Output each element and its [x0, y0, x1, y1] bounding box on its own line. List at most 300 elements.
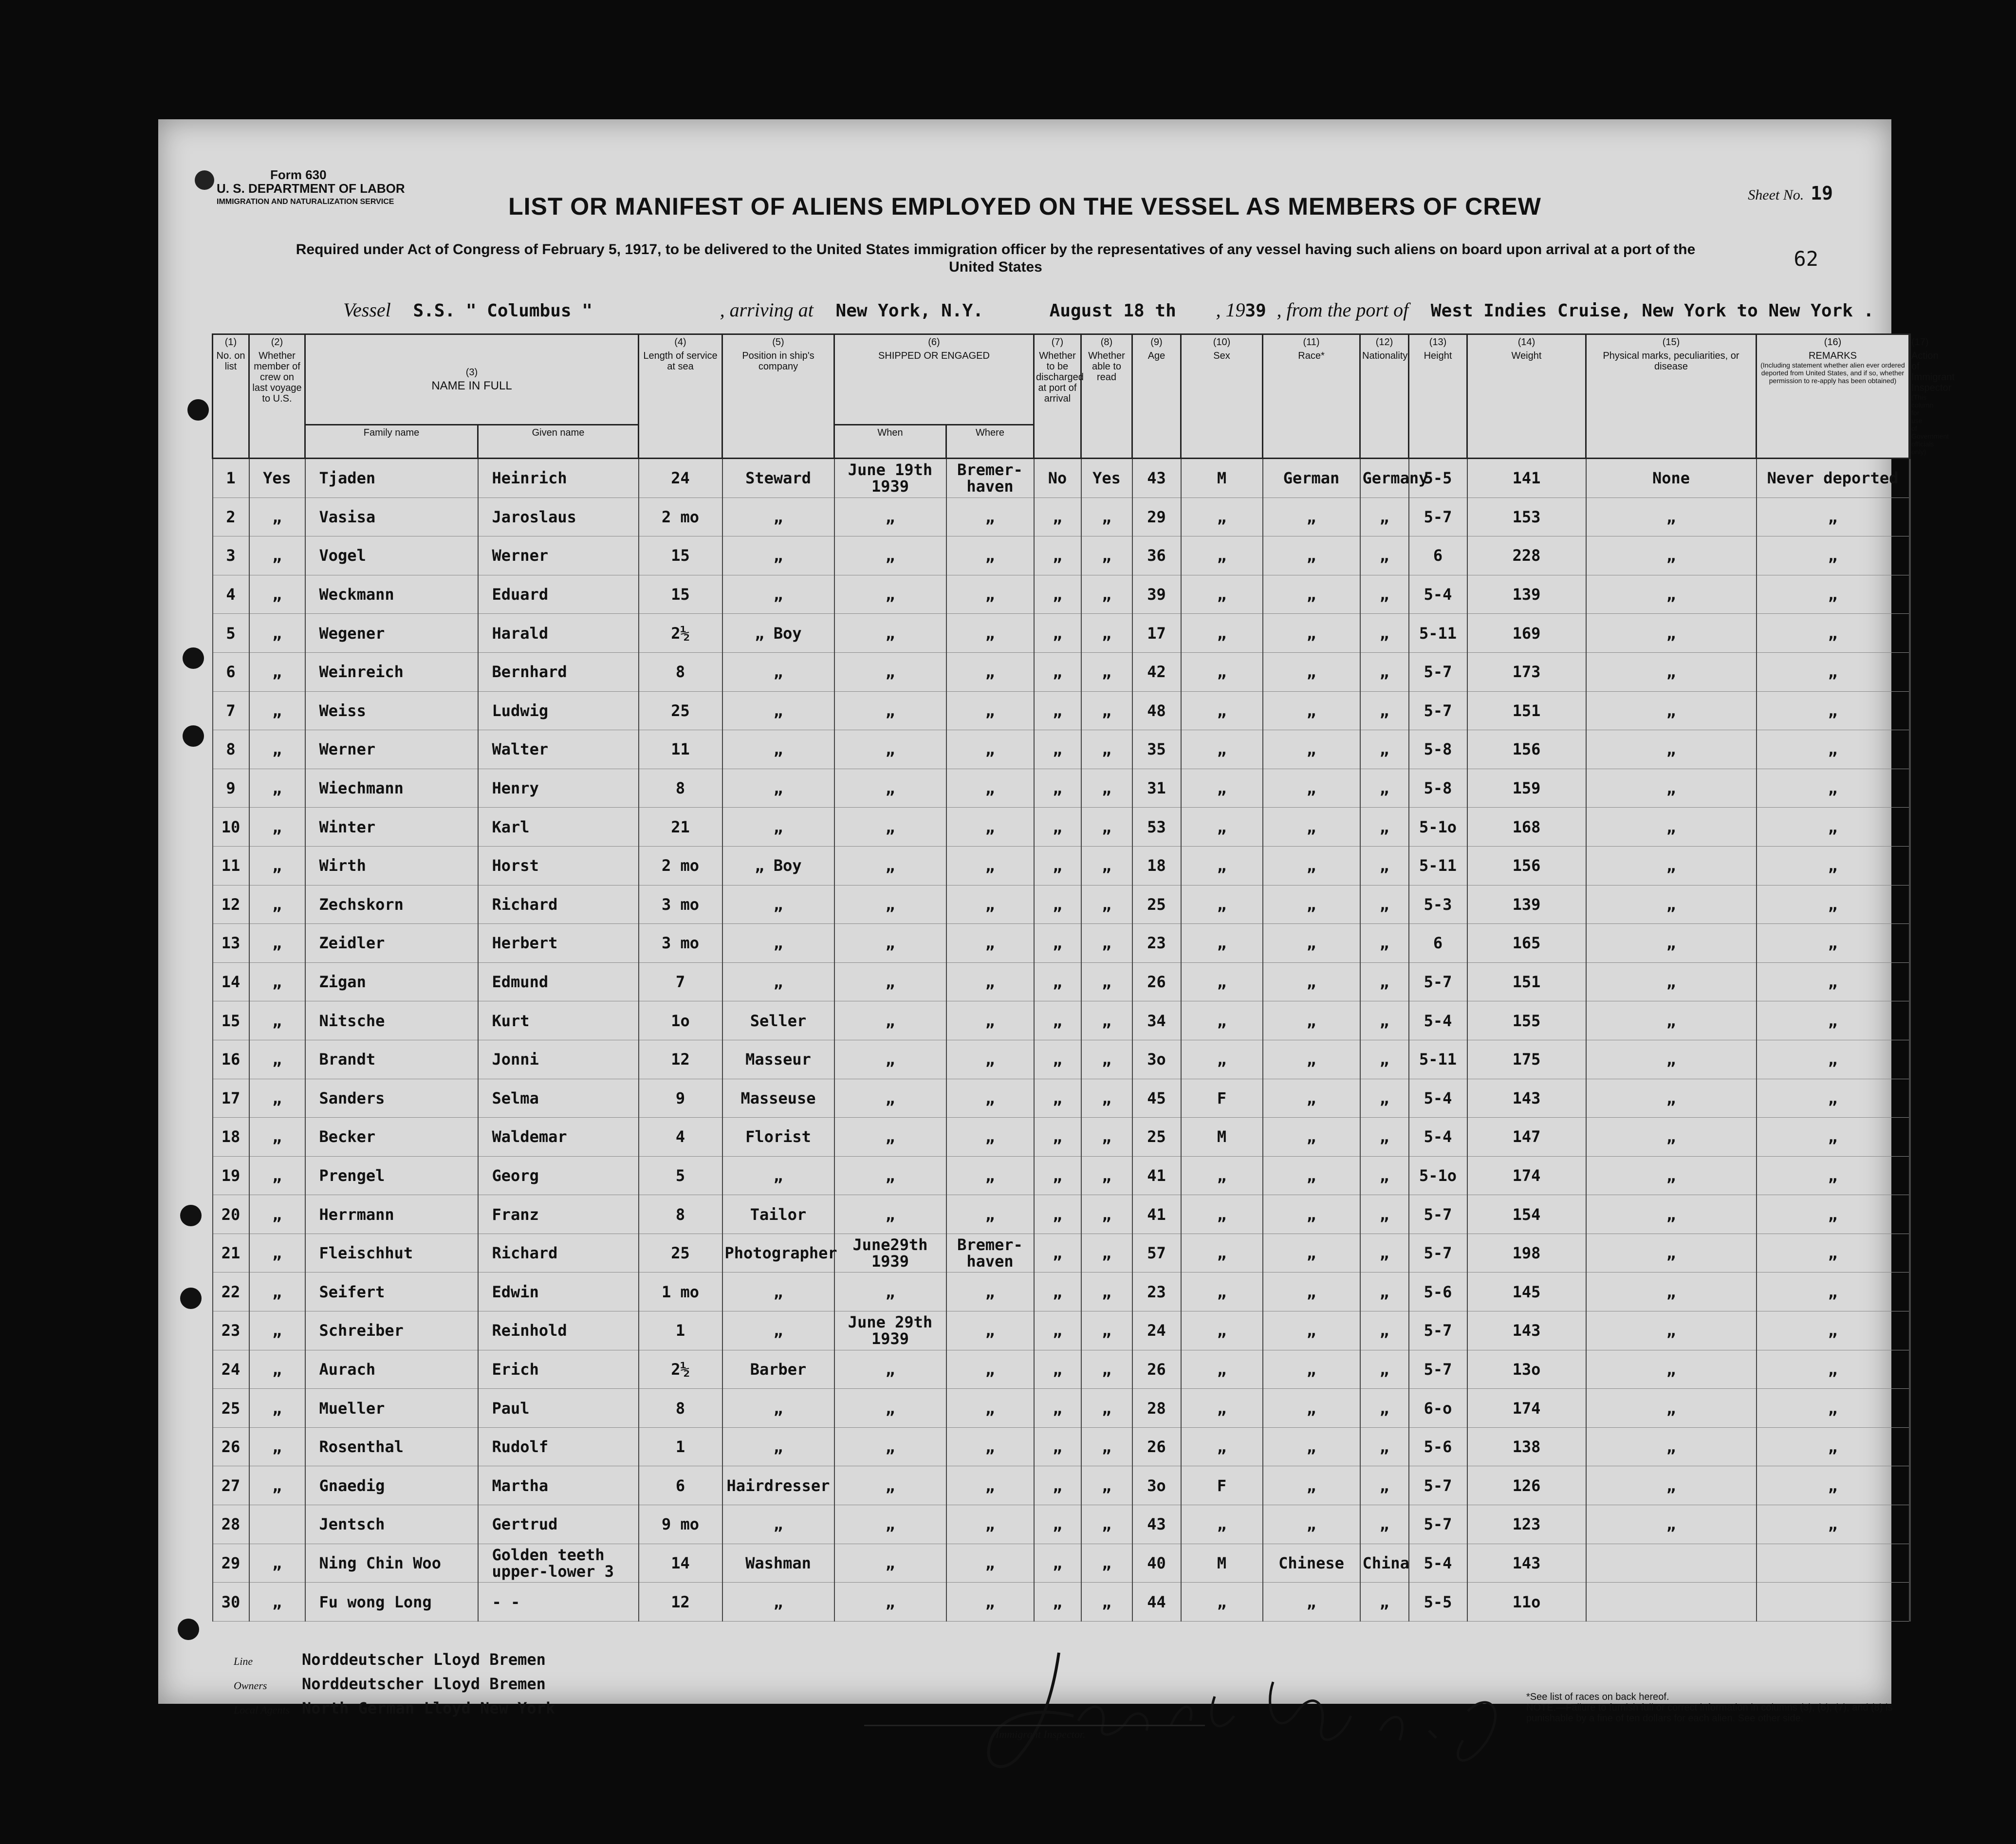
cell-discharged: „: [1034, 1118, 1081, 1157]
sheet-header: [158, 119, 1891, 333]
owners-value: Norddeutscher Lloyd Bremen: [302, 1675, 546, 1693]
cell-able-to-read: Yes: [1081, 459, 1132, 498]
line-row: [234, 1650, 546, 1669]
cell-family-name: Sanders: [305, 1079, 478, 1118]
cell-able-to-read: „: [1081, 1350, 1132, 1389]
cell-able-to-read: „: [1081, 1505, 1132, 1544]
cell-height: 5-5: [1409, 459, 1467, 498]
binder-hole-icon: [178, 1619, 199, 1640]
cell-nationality: „: [1360, 536, 1409, 575]
department-seal-icon: [195, 170, 214, 190]
cell-row-number: 26: [213, 1427, 249, 1466]
cell-shipped-where: „: [946, 652, 1034, 691]
cell-shipped-when: „: [834, 1544, 946, 1583]
cell-discharged: „: [1034, 1195, 1081, 1234]
vessel-name: S.S. " Columbus ": [413, 301, 592, 321]
cell-sex: „: [1181, 652, 1263, 691]
cell-shipped-where: „: [946, 1272, 1034, 1311]
cell-age: 34: [1132, 1001, 1181, 1040]
cell-family-name: Aurach: [305, 1350, 478, 1389]
cell-family-name: Seifert: [305, 1272, 478, 1311]
cell-age: 48: [1132, 691, 1181, 730]
cell-inspector-action: [1909, 962, 1910, 1001]
cell-race: „: [1263, 1505, 1360, 1544]
cell-row-number: 22: [213, 1272, 249, 1311]
cell-length-of-service: 9 mo: [639, 1505, 722, 1544]
cell-remarks: „: [1757, 691, 1909, 730]
cell-remarks: „: [1757, 808, 1909, 847]
cell-shipped-when: „: [834, 924, 946, 963]
cell-height: 5-7: [1409, 691, 1467, 730]
cell-race: „: [1263, 575, 1360, 614]
table-row: [213, 1079, 1910, 1118]
cell-race: „: [1263, 1156, 1360, 1195]
cell-length-of-service: 25: [639, 691, 722, 730]
cell-shipped-where: „: [946, 769, 1034, 808]
cell-sex: „: [1181, 769, 1263, 808]
col-where: Where: [946, 425, 1034, 459]
cell-height: 6: [1409, 924, 1467, 963]
cell-weight: 174: [1467, 1156, 1586, 1195]
cell-shipped-when: „: [834, 1079, 946, 1118]
cell-able-to-read: „: [1081, 769, 1132, 808]
cell-race: Chinese: [1263, 1544, 1360, 1583]
cell-weight: 151: [1467, 962, 1586, 1001]
cell-sex: „: [1181, 1427, 1263, 1466]
table-row: [213, 498, 1910, 536]
cell-length-of-service: 9: [639, 1079, 722, 1118]
cell-sex: „: [1181, 1156, 1263, 1195]
cell-discharged: „: [1034, 1234, 1081, 1272]
cell-shipped-when: „: [834, 1466, 946, 1505]
cell-shipped-where: „: [946, 1466, 1034, 1505]
cell-position: Steward: [722, 459, 834, 498]
cell-sex: „: [1181, 1195, 1263, 1234]
cell-length-of-service: 2½: [639, 614, 722, 653]
cell-position: „: [722, 769, 834, 808]
cell-length-of-service: 8: [639, 652, 722, 691]
cell-height: 6-o: [1409, 1389, 1467, 1428]
cell-shipped-when: „: [834, 962, 946, 1001]
cell-physical-marks: „: [1586, 498, 1757, 536]
cell-discharged: „: [1034, 1544, 1081, 1583]
cell-family-name: Tjaden: [305, 459, 478, 498]
cell-position: Hairdresser: [722, 1466, 834, 1505]
cell-nationality: „: [1360, 1466, 1409, 1505]
cell-length-of-service: 25: [639, 1234, 722, 1272]
cell-shipped-when: „: [834, 1389, 946, 1428]
cell-shipped-where: „: [946, 730, 1034, 769]
cell-height: 5-4: [1409, 1079, 1467, 1118]
cell-inspector-action: [1909, 1040, 1910, 1079]
col-nationality: (12) Nationality: [1360, 334, 1409, 459]
cell-weight: 169: [1467, 614, 1586, 653]
cell-remarks: „: [1757, 885, 1909, 924]
sheet-number-value: 19: [1811, 183, 1833, 204]
cell-weight: 143: [1467, 1311, 1586, 1350]
cell-last-voyage: „: [249, 1118, 305, 1157]
cell-inspector-action: [1909, 1272, 1910, 1311]
cell-age: 29: [1132, 498, 1181, 536]
col-race: (11) Race*: [1263, 334, 1360, 459]
cell-sex: „: [1181, 536, 1263, 575]
cell-remarks: „: [1757, 1311, 1909, 1350]
cell-given-name: Martha: [478, 1466, 639, 1505]
col-height: (13) Height: [1409, 334, 1467, 459]
table-row: [213, 885, 1910, 924]
cell-age: 28: [1132, 1389, 1181, 1428]
crew-manifest-table: [212, 333, 1955, 1622]
cell-last-voyage: „: [249, 924, 305, 963]
cell-family-name: Becker: [305, 1118, 478, 1157]
cell-age: 24: [1132, 1311, 1181, 1350]
cell-discharged: „: [1034, 1156, 1081, 1195]
cell-sex: „: [1181, 1040, 1263, 1079]
cell-length-of-service: 3 mo: [639, 885, 722, 924]
cell-inspector-action: [1909, 1079, 1910, 1118]
cell-shipped-when: „: [834, 1583, 946, 1622]
cell-sex: M: [1181, 459, 1263, 498]
arrival-date: August 18 th: [1049, 301, 1176, 321]
table-header: [213, 334, 1955, 459]
cell-row-number: 19: [213, 1156, 249, 1195]
cell-able-to-read: „: [1081, 691, 1132, 730]
cell-physical-marks: „: [1586, 846, 1757, 885]
cell-sex: „: [1181, 691, 1263, 730]
cell-last-voyage: „: [249, 1040, 305, 1079]
cell-row-number: 4: [213, 575, 249, 614]
cell-position: „: [722, 1505, 834, 1544]
cell-able-to-read: „: [1081, 1544, 1132, 1583]
cell-family-name: Vogel: [305, 536, 478, 575]
cell-inspector-action: [1909, 1234, 1910, 1272]
cell-row-number: 10: [213, 808, 249, 847]
col-position: (5) Position in ship's company: [722, 334, 834, 459]
page-title: LIST OR MANIFEST OF ALIENS EMPLOYED ON THE VESSEL AS MEMBERS OF CREW: [508, 193, 1541, 220]
table-row: [213, 962, 1910, 1001]
cell-inspector-action: [1909, 1311, 1910, 1350]
cell-position: „: [722, 924, 834, 963]
cell-inspector-action: [1909, 614, 1910, 653]
from-port: West Indies Cruise, New York to New York .: [1430, 301, 1874, 321]
cell-age: 25: [1132, 885, 1181, 924]
cell-shipped-when: „: [834, 536, 946, 575]
cell-physical-marks: „: [1586, 575, 1757, 614]
cell-height: 5-11: [1409, 614, 1467, 653]
cell-remarks: „: [1757, 536, 1909, 575]
cell-height: 5-4: [1409, 1544, 1467, 1583]
cell-shipped-when: „: [834, 614, 946, 653]
cell-height: 6: [1409, 536, 1467, 575]
cell-age: 23: [1132, 1272, 1181, 1311]
cell-physical-marks: „: [1586, 614, 1757, 653]
cell-row-number: 5: [213, 614, 249, 653]
cell-height: 5-3: [1409, 885, 1467, 924]
cell-shipped-where: Bremer- haven: [946, 1234, 1034, 1272]
binder-hole-icon: [180, 1205, 202, 1226]
cell-shipped-where: „: [946, 1583, 1034, 1622]
cell-remarks: „: [1757, 1272, 1909, 1311]
cell-sex: „: [1181, 575, 1263, 614]
col-length-of-service: (4) Length of service at sea: [639, 334, 722, 459]
cell-age: 26: [1132, 1350, 1181, 1389]
cell-nationality: „: [1360, 885, 1409, 924]
cell-discharged: „: [1034, 536, 1081, 575]
binder-hole-icon: [180, 1288, 202, 1309]
cell-remarks: „: [1757, 575, 1909, 614]
form-label: Form 630: [270, 167, 327, 182]
cell-discharged: „: [1034, 769, 1081, 808]
cell-physical-marks: None: [1586, 459, 1757, 498]
cell-nationality: „: [1360, 652, 1409, 691]
cell-race: „: [1263, 498, 1360, 536]
cell-family-name: Gnaedig: [305, 1466, 478, 1505]
cell-height: 5-7: [1409, 962, 1467, 1001]
cell-remarks: „: [1757, 1234, 1909, 1272]
cell-shipped-when: „: [834, 1195, 946, 1234]
cell-shipped-where: „: [946, 1079, 1034, 1118]
cell-given-name: Reinhold: [478, 1311, 639, 1350]
cell-sex: „: [1181, 498, 1263, 536]
cell-remarks: [1757, 1583, 1909, 1622]
cell-shipped-where: „: [946, 575, 1034, 614]
cell-nationality: „: [1360, 691, 1409, 730]
cell-age: 31: [1132, 769, 1181, 808]
sheet-number-label: Sheet No.: [1748, 187, 1804, 203]
cell-sex: „: [1181, 1311, 1263, 1350]
cell-age: 41: [1132, 1195, 1181, 1234]
cell-length-of-service: 2 mo: [639, 846, 722, 885]
cell-age: 3o: [1132, 1466, 1181, 1505]
cell-remarks: „: [1757, 1079, 1909, 1118]
cell-last-voyage: „: [249, 1272, 305, 1311]
cell-row-number: 9: [213, 769, 249, 808]
cell-remarks: „: [1757, 1389, 1909, 1428]
cell-weight: 145: [1467, 1272, 1586, 1311]
cell-race: „: [1263, 652, 1360, 691]
cell-given-name: Franz: [478, 1195, 639, 1234]
cell-last-voyage: „: [249, 1156, 305, 1195]
cell-family-name: Nitsche: [305, 1001, 478, 1040]
cell-given-name: Edwin: [478, 1272, 639, 1311]
cell-sex: F: [1181, 1466, 1263, 1505]
cell-weight: 153: [1467, 498, 1586, 536]
table-row: [213, 536, 1910, 575]
cell-row-number: 7: [213, 691, 249, 730]
cell-age: 17: [1132, 614, 1181, 653]
cell-shipped-when: „: [834, 575, 946, 614]
cell-shipped-when: June29th 1939: [834, 1234, 946, 1272]
cell-length-of-service: 2½: [639, 1350, 722, 1389]
cell-family-name: Jentsch: [305, 1505, 478, 1544]
cell-nationality: „: [1360, 846, 1409, 885]
table-row: [213, 1195, 1910, 1234]
cell-shipped-where: „: [946, 1544, 1034, 1583]
cell-age: 41: [1132, 1156, 1181, 1195]
cell-position: Masseur: [722, 1040, 834, 1079]
cell-discharged: „: [1034, 846, 1081, 885]
cell-row-number: 8: [213, 730, 249, 769]
cell-given-name: Richard: [478, 1234, 639, 1272]
cell-shipped-when: „: [834, 691, 946, 730]
crew-table-wrap: [212, 333, 1955, 1622]
cell-length-of-service: 24: [639, 459, 722, 498]
cell-position: Florist: [722, 1118, 834, 1157]
binder-hole-icon: [183, 725, 204, 747]
cell-discharged: „: [1034, 1311, 1081, 1350]
cell-race: „: [1263, 1001, 1360, 1040]
cell-length-of-service: 6: [639, 1466, 722, 1505]
cell-family-name: Fu wong Long: [305, 1583, 478, 1622]
cell-length-of-service: 1o: [639, 1001, 722, 1040]
cell-last-voyage: „: [249, 1466, 305, 1505]
cell-position: „ Boy: [722, 846, 834, 885]
cell-family-name: Rosenthal: [305, 1427, 478, 1466]
cell-given-name: Herbert: [478, 924, 639, 963]
cell-length-of-service: 1: [639, 1427, 722, 1466]
cell-given-name: Walter: [478, 730, 639, 769]
cell-age: 42: [1132, 652, 1181, 691]
cell-weight: 155: [1467, 1001, 1586, 1040]
cell-shipped-when: „: [834, 1040, 946, 1079]
owners-label: Owners: [234, 1679, 267, 1692]
table-row: [213, 1389, 1910, 1428]
cell-able-to-read: „: [1081, 885, 1132, 924]
cell-given-name: Edmund: [478, 962, 639, 1001]
col-family-name: Family name: [305, 425, 478, 459]
cell-race: „: [1263, 962, 1360, 1001]
col-discharged: (7) Whether to be discharged at port of arrival: [1034, 334, 1081, 459]
cell-shipped-where: „: [946, 808, 1034, 847]
cell-row-number: 24: [213, 1350, 249, 1389]
cell-age: 26: [1132, 1427, 1181, 1466]
cell-remarks: „: [1757, 1118, 1909, 1157]
cell-shipped-when: „: [834, 1350, 946, 1389]
fine-note: NOTE.—Failure to furnish full or correct information in columns (3), (6), (7), and (8) is punishable by a fine of ten dollars for each alien. See other side.: [1526, 1702, 1893, 1724]
cell-remarks: „: [1757, 652, 1909, 691]
table-row: [213, 1156, 1910, 1195]
cell-able-to-read: „: [1081, 1040, 1132, 1079]
cell-given-name: Waldemar: [478, 1118, 639, 1157]
cell-position: Masseuse: [722, 1079, 834, 1118]
cell-able-to-read: „: [1081, 924, 1132, 963]
cell-position: „: [722, 885, 834, 924]
cell-remarks: Never deported: [1757, 459, 1909, 498]
cell-last-voyage: „: [249, 575, 305, 614]
cell-position: „: [722, 1389, 834, 1428]
cell-given-name: Horst: [478, 846, 639, 885]
cell-nationality: „: [1360, 1583, 1409, 1622]
cell-physical-marks: „: [1586, 1001, 1757, 1040]
cell-sex: „: [1181, 1389, 1263, 1428]
cell-row-number: 6: [213, 652, 249, 691]
cell-inspector-action: [1909, 1505, 1910, 1544]
cell-height: 5-8: [1409, 730, 1467, 769]
cell-age: 43: [1132, 459, 1181, 498]
cell-shipped-where: „: [946, 1505, 1034, 1544]
cell-shipped-where: „: [946, 1195, 1034, 1234]
cell-position: Seller: [722, 1001, 834, 1040]
cell-age: 53: [1132, 808, 1181, 847]
cell-row-number: 18: [213, 1118, 249, 1157]
cell-inspector-action: [1909, 846, 1910, 885]
cell-last-voyage: „: [249, 1389, 305, 1428]
cell-sex: „: [1181, 1272, 1263, 1311]
table-row: [213, 691, 1910, 730]
cell-age: 3o: [1132, 1040, 1181, 1079]
binder-hole-icon: [183, 647, 204, 669]
cell-race: „: [1263, 846, 1360, 885]
owners-row: [234, 1675, 546, 1693]
cell-last-voyage: „: [249, 962, 305, 1001]
table-row: [213, 808, 1910, 847]
cell-shipped-where: „: [946, 1311, 1034, 1350]
cell-row-number: 17: [213, 1079, 249, 1118]
cell-nationality: China: [1360, 1544, 1409, 1583]
cell-remarks: [1757, 1544, 1909, 1583]
cell-given-name: Heinrich: [478, 459, 639, 498]
arrival-year: 39: [1245, 301, 1266, 321]
cell-sex: „: [1181, 730, 1263, 769]
cell-shipped-when: „: [834, 769, 946, 808]
cell-remarks: „: [1757, 1156, 1909, 1195]
cell-able-to-read: „: [1081, 962, 1132, 1001]
cell-weight: 143: [1467, 1079, 1586, 1118]
cell-sex: M: [1181, 1118, 1263, 1157]
cell-height: 5-8: [1409, 769, 1467, 808]
cell-nationality: „: [1360, 1311, 1409, 1350]
cell-last-voyage: „: [249, 1079, 305, 1118]
cell-height: 5-4: [1409, 1118, 1467, 1157]
cell-height: 5-4: [1409, 1001, 1467, 1040]
cell-inspector-action: [1909, 1427, 1910, 1466]
cell-given-name: Selma: [478, 1079, 639, 1118]
cell-inspector-action: [1909, 1544, 1910, 1583]
cell-position: „: [722, 808, 834, 847]
cell-weight: 228: [1467, 536, 1586, 575]
cell-weight: 139: [1467, 575, 1586, 614]
cell-physical-marks: „: [1586, 808, 1757, 847]
cell-able-to-read: „: [1081, 652, 1132, 691]
cell-physical-marks: „: [1586, 1272, 1757, 1311]
cell-remarks: „: [1757, 962, 1909, 1001]
cell-race: „: [1263, 1118, 1360, 1157]
cell-age: 43: [1132, 1505, 1181, 1544]
cell-discharged: „: [1034, 1079, 1081, 1118]
cell-sex: „: [1181, 924, 1263, 963]
cell-shipped-where: „: [946, 536, 1034, 575]
cell-physical-marks: „: [1586, 885, 1757, 924]
cell-discharged: „: [1034, 614, 1081, 653]
cell-family-name: Werner: [305, 730, 478, 769]
cell-nationality: „: [1360, 808, 1409, 847]
cell-family-name: Weckmann: [305, 575, 478, 614]
cell-shipped-when: „: [834, 652, 946, 691]
cell-length-of-service: 1: [639, 1311, 722, 1350]
cell-discharged: „: [1034, 1505, 1081, 1544]
cell-position: Photographer: [722, 1234, 834, 1272]
cell-position: „: [722, 1311, 834, 1350]
agents-row: [234, 1699, 555, 1717]
cell-race: „: [1263, 1466, 1360, 1505]
cell-inspector-action: [1909, 1118, 1910, 1157]
cell-family-name: Vasisa: [305, 498, 478, 536]
cell-family-name: Weinreich: [305, 652, 478, 691]
cell-shipped-where: „: [946, 1350, 1034, 1389]
cell-length-of-service: 15: [639, 575, 722, 614]
cell-shipped-when: „: [834, 1001, 946, 1040]
cell-height: 5-4: [1409, 575, 1467, 614]
